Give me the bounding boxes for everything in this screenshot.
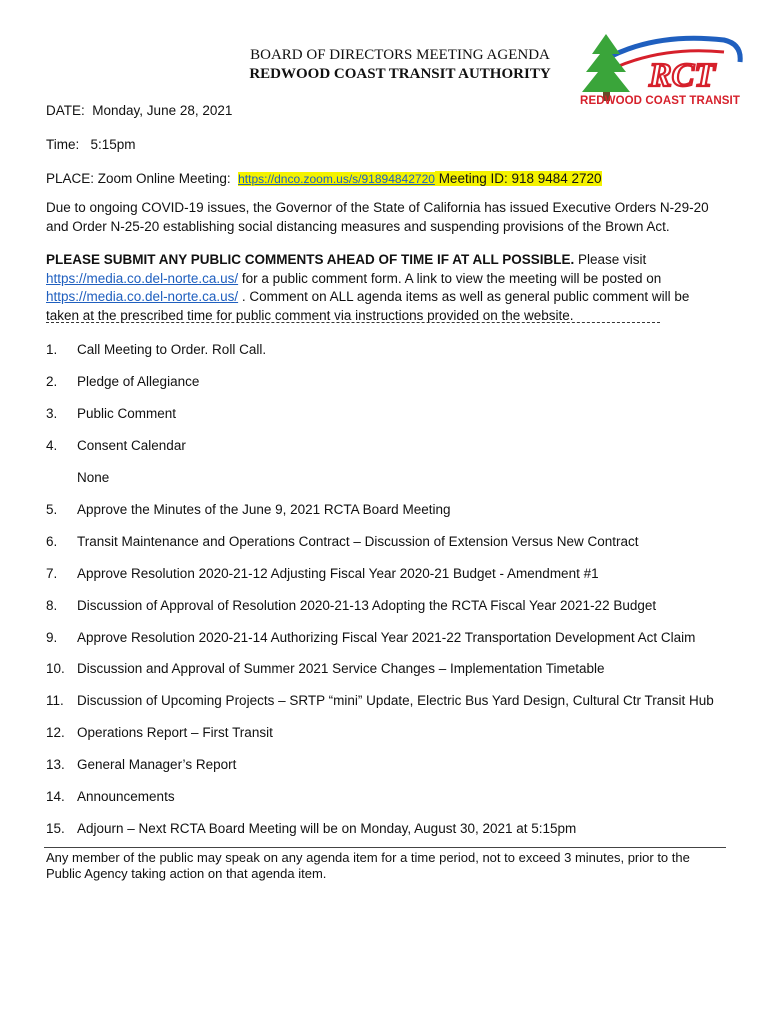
agenda-item xyxy=(46,565,599,583)
logo-letters: RCT xyxy=(648,57,716,94)
pine-tree-icon xyxy=(582,34,630,101)
agenda-item-text: Discussion of Approval of Resolution 2020-21-13 Adopting the RCTA Fiscal Year 2021-22 Budget xyxy=(77,598,657,613)
agenda-item xyxy=(46,629,695,647)
covid-notice: Due to ongoing COVID-19 issues, the Governor of the State of California has issued Executive Orders N-29-20 and Order N-25-20 establishing social distancing measures and suspending provisions of the Brown Act. xyxy=(46,200,709,234)
agenda-item xyxy=(46,788,175,806)
meeting-id-text: Meeting ID: 918 9484 2720 xyxy=(438,171,602,186)
agenda-item-number: 9. xyxy=(46,630,58,645)
agenda-item xyxy=(46,756,236,774)
notice-text-2: for a public comment form. A link to view the meeting will be posted on xyxy=(238,270,662,286)
agenda-item-text: Transit Maintenance and Operations Contract – Discussion of Extension Versus New Contract xyxy=(77,534,639,549)
agenda-item-number: 8. xyxy=(46,598,58,613)
agenda-item-text: Announcements xyxy=(77,789,175,804)
agenda-item-text: Discussion of Upcoming Projects – SRTP “mini” Update, Electric Bus Yard Design, Cultural Ctr Transit Hub xyxy=(77,693,714,708)
agenda-item-text: Consent Calendar xyxy=(77,438,186,453)
time-label: Time: xyxy=(46,137,80,152)
zoom-link[interactable]: https://dnco.zoom.us/s/91894842720 xyxy=(238,172,435,186)
title-line-2: REDWOOD COAST TRANSIT AUTHORITY xyxy=(249,66,551,82)
footer-divider xyxy=(44,847,726,848)
agenda-item-number: 4. xyxy=(46,438,58,453)
agenda-item-number: 1. xyxy=(46,342,58,357)
agenda-item-text: Adjourn – Next RCTA Board Meeting will be on Monday, August 30, 2021 at 5:15pm xyxy=(77,821,577,836)
place-line xyxy=(46,170,602,188)
agenda-item-number: 15. xyxy=(46,821,65,836)
agenda-item-number: 5. xyxy=(46,502,58,517)
meeting-id xyxy=(435,171,602,186)
agenda-item-number: 14. xyxy=(46,789,65,804)
agenda-item-text: None xyxy=(77,470,110,485)
agenda-item-number: 11. xyxy=(46,693,64,708)
agenda-item xyxy=(46,724,273,742)
date-value: Monday, June 28, 2021 xyxy=(92,103,233,118)
public-comment-heading: PLEASE SUBMIT ANY PUBLIC COMMENTS AHEAD OF TIME IF AT ALL POSSIBLE. xyxy=(46,252,575,267)
comment-form-link[interactable]: https://media.co.del-norte.ca.us/ xyxy=(46,270,239,286)
agenda-item-text: Approve the Minutes of the June 9, 2021 RCTA Board Meeting xyxy=(77,502,451,517)
notice-text-3: . Comment on ALL agenda items as well as general public comment will be taken at the prescribed time for public comment via instructions provided on the website. xyxy=(46,289,690,323)
logo-caption: REDWOOD COAST TRANSIT xyxy=(580,95,740,107)
footer-note: Any member of the public may speak on any agenda item for a time period, not to exceed 3 minutes, prior to the Public Agency taking action on that agenda item. xyxy=(46,850,690,881)
title-line-1: BOARD OF DIRECTORS MEETING AGENDA xyxy=(250,47,550,63)
agenda-item-text: Discussion and Approval of Summer 2021 Service Changes – Implementation Timetable xyxy=(77,661,605,676)
agenda-item-text: Call Meeting to Order. Roll Call. xyxy=(77,342,267,357)
agenda-item xyxy=(46,437,186,455)
time-line xyxy=(46,136,136,154)
agenda-item xyxy=(46,820,576,838)
agenda-item-text: Operations Report – First Transit xyxy=(77,725,273,740)
agenda-item-number: 7. xyxy=(46,566,58,581)
time-value: 5:15pm xyxy=(90,137,136,152)
agenda-item xyxy=(46,341,266,359)
agenda-item-number: 10. xyxy=(46,661,65,676)
agenda-item-number: 3. xyxy=(46,406,58,421)
agenda-item xyxy=(46,692,714,710)
date-line xyxy=(46,102,232,120)
date-label: DATE: xyxy=(46,103,85,118)
agenda-item-text: Pledge of Allegiance xyxy=(77,374,200,389)
agenda-item xyxy=(46,660,605,678)
agenda-item-text: General Manager’s Report xyxy=(77,757,237,772)
agenda-item-text: Approve Resolution 2020-21-14 Authorizing Fiscal Year 2021-22 Transportation Development Act Claim xyxy=(77,630,696,645)
agenda-item xyxy=(46,373,199,391)
agenda-item-number: 13. xyxy=(46,757,65,772)
agenda-item-text: Approve Resolution 2020-21-12 Adjusting Fiscal Year 2020-21 Budget - Amendment #1 xyxy=(77,566,599,581)
agenda-item-number: 6. xyxy=(46,534,58,549)
place-label: PLACE: Zoom Online Meeting: xyxy=(46,171,231,186)
public-comment-notice xyxy=(46,251,726,325)
notice-text-1: Please visit xyxy=(574,252,647,267)
agenda-item xyxy=(46,469,109,487)
agenda-item xyxy=(46,597,656,615)
agenda-item xyxy=(46,501,450,519)
agenda-item-number: 2. xyxy=(46,374,58,389)
dashed-divider xyxy=(46,322,660,323)
agenda-item-text: Public Comment xyxy=(77,406,177,421)
meeting-video-link[interactable]: https://media.co.del-norte.ca.us/ xyxy=(46,289,239,304)
agenda-item xyxy=(46,405,176,423)
document-title xyxy=(190,46,610,84)
agenda-item-number: 12. xyxy=(46,725,65,740)
agenda-item xyxy=(46,533,639,551)
